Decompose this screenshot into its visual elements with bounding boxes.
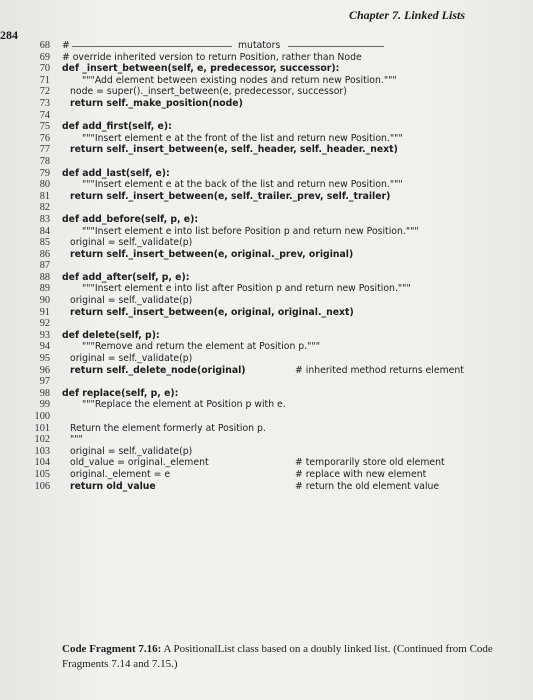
code-body: add_before(self, p, e): bbox=[79, 213, 199, 225]
code-body: add_after(self, p, e): bbox=[79, 271, 190, 283]
code-line bbox=[30, 191, 510, 203]
code-body: replace(self, p, e): bbox=[79, 387, 179, 399]
line-number: 90 bbox=[39, 295, 50, 307]
code-text bbox=[70, 237, 192, 249]
code-body: # override inherited version to return Position, rather than Node bbox=[62, 51, 362, 63]
code-text bbox=[62, 388, 178, 400]
code-line bbox=[30, 365, 510, 377]
code-text bbox=[70, 353, 192, 365]
page-number: 284 bbox=[0, 28, 18, 42]
line-number: 101 bbox=[34, 422, 50, 434]
line-number: 96 bbox=[39, 364, 50, 376]
code-line bbox=[30, 434, 510, 446]
code-text bbox=[70, 481, 156, 493]
caption-label: Code Fragment 7.16: bbox=[62, 643, 162, 655]
code-line bbox=[30, 283, 510, 295]
line-number: 102 bbox=[34, 434, 50, 446]
line-number: 88 bbox=[39, 271, 50, 283]
line-number: 74 bbox=[39, 109, 50, 121]
code-body: node = super()._insert_between(e, predecessor, successor) bbox=[70, 86, 347, 98]
line-number: 77 bbox=[39, 144, 50, 156]
code-line bbox=[30, 330, 510, 342]
code-text bbox=[70, 98, 243, 110]
line-number: 86 bbox=[39, 248, 50, 260]
code-body: """Insert element e into list before Position p and return new Position.""" bbox=[82, 225, 419, 237]
keyword: return bbox=[70, 364, 104, 376]
keyword: def bbox=[62, 63, 80, 75]
line-number: 95 bbox=[39, 353, 50, 365]
code-line bbox=[30, 168, 510, 180]
line-number: 71 bbox=[39, 74, 50, 86]
line-number: 83 bbox=[39, 213, 50, 225]
line-number: 92 bbox=[39, 318, 50, 330]
line-number: 69 bbox=[39, 51, 50, 63]
code-text bbox=[62, 168, 170, 180]
line-number: 76 bbox=[39, 132, 50, 144]
code-line bbox=[30, 411, 510, 423]
code-text bbox=[70, 434, 83, 446]
code-text bbox=[62, 52, 362, 64]
code-text bbox=[62, 272, 189, 284]
keyword: return bbox=[70, 97, 104, 109]
line-number: 98 bbox=[39, 387, 50, 399]
section-label: mutators bbox=[238, 40, 281, 51]
code-line bbox=[30, 307, 510, 319]
code-text bbox=[82, 399, 286, 411]
code-text bbox=[82, 179, 403, 191]
code-body: add_first(self, e): bbox=[79, 121, 172, 133]
code-body: self._insert_between(e, original._prev, original) bbox=[103, 248, 354, 260]
code-line bbox=[30, 40, 510, 52]
code-line bbox=[30, 457, 510, 469]
line-number: 85 bbox=[39, 237, 50, 249]
code-text bbox=[82, 226, 419, 238]
line-number: 78 bbox=[39, 155, 50, 167]
code-line bbox=[30, 318, 510, 330]
code-body: _insert_between(self, e, predecessor, successor): bbox=[79, 63, 340, 75]
code-body: old_value = original._element bbox=[70, 457, 209, 469]
keyword: def bbox=[62, 121, 80, 133]
code-body: original = self._validate(p) bbox=[70, 353, 193, 365]
code-line bbox=[30, 423, 510, 435]
code-text bbox=[82, 283, 411, 295]
line-number: 106 bbox=[34, 480, 50, 492]
code-body: original = self._validate(p) bbox=[70, 295, 193, 307]
code-body: """Replace the element at Position p with e. bbox=[82, 399, 286, 411]
code-text bbox=[70, 365, 246, 377]
code-line bbox=[30, 295, 510, 307]
code-line bbox=[30, 237, 510, 249]
code-line bbox=[30, 86, 510, 98]
code-line bbox=[30, 260, 510, 272]
code-line bbox=[30, 121, 510, 133]
code-body: self._delete_node(original) bbox=[103, 364, 246, 376]
code-body: original._element = e bbox=[70, 468, 171, 480]
code-body: """Insert element e into list after Position p and return new Position.""" bbox=[82, 283, 411, 295]
line-number: 80 bbox=[39, 179, 50, 191]
code-body: """Add element between existing nodes and return new Position.""" bbox=[82, 74, 397, 86]
keyword: def bbox=[62, 329, 80, 341]
line-number: 103 bbox=[34, 445, 50, 457]
keyword: def bbox=[62, 213, 80, 225]
line-number: 75 bbox=[39, 121, 50, 133]
code-body: original = self._validate(p) bbox=[70, 237, 193, 249]
code-body: old_value bbox=[103, 480, 156, 492]
code-line bbox=[30, 376, 510, 388]
line-number: 99 bbox=[39, 399, 50, 411]
caption-text: A PositionalList class based on a doubly linked list. (Continued from Code Fragments 7.14 and 7.15.) bbox=[62, 643, 493, 670]
line-number: 73 bbox=[39, 97, 50, 109]
code-line bbox=[30, 399, 510, 411]
keyword: return bbox=[70, 248, 104, 260]
line-number: 79 bbox=[39, 167, 50, 179]
code-text bbox=[82, 133, 403, 145]
keyword: return bbox=[70, 144, 104, 156]
code-body: add_last(self, e): bbox=[79, 167, 170, 179]
code-line bbox=[30, 353, 510, 365]
code-line bbox=[30, 249, 510, 261]
line-number: 104 bbox=[34, 457, 50, 469]
code-text bbox=[62, 214, 198, 226]
code-line bbox=[30, 446, 510, 458]
code-line bbox=[30, 272, 510, 284]
code-line bbox=[30, 341, 510, 353]
section-rule bbox=[72, 46, 232, 47]
code-text bbox=[70, 144, 398, 156]
line-number: 87 bbox=[39, 260, 50, 272]
code-line bbox=[30, 133, 510, 145]
code-body: self._insert_between(e, original, original._next) bbox=[103, 306, 354, 318]
line-number: 105 bbox=[34, 468, 50, 480]
line-number: 94 bbox=[39, 341, 50, 353]
code-body: self._insert_between(e, self._header, self._header._next) bbox=[103, 144, 398, 156]
line-number: 100 bbox=[34, 411, 50, 422]
keyword: def bbox=[62, 167, 80, 179]
keyword: def bbox=[62, 271, 80, 283]
section-rule bbox=[288, 46, 384, 47]
inline-comment: # replace with new element bbox=[295, 468, 427, 480]
code-line bbox=[30, 469, 510, 481]
code-body: self._insert_between(e, self._trailer._prev, self._trailer) bbox=[103, 190, 391, 202]
code-text bbox=[70, 446, 192, 458]
code-line bbox=[30, 179, 510, 191]
line-number: 68 bbox=[39, 40, 50, 51]
running-head: Chapter 7. Linked Lists bbox=[348, 8, 465, 22]
line-number: 82 bbox=[39, 202, 50, 214]
code-body: Return the element formerly at Position p. bbox=[70, 422, 266, 434]
code-text bbox=[62, 63, 339, 75]
code-body: """Insert element e at the front of the list and return new Position.""" bbox=[82, 132, 403, 144]
inline-comment: # return the old element value bbox=[295, 480, 440, 492]
keyword: return bbox=[70, 190, 104, 202]
inline-comment: # inherited method returns element bbox=[295, 364, 464, 376]
code-line bbox=[30, 144, 510, 156]
code-text bbox=[70, 86, 347, 98]
line-number: 84 bbox=[39, 225, 50, 237]
code-text bbox=[70, 307, 354, 319]
code-line bbox=[30, 156, 510, 168]
code-text bbox=[82, 341, 320, 353]
code-line bbox=[30, 226, 510, 238]
line-number: 72 bbox=[39, 86, 50, 98]
code-body: self._make_position(node) bbox=[103, 97, 243, 109]
comment-hash: # bbox=[62, 40, 70, 51]
keyword: return bbox=[70, 306, 104, 318]
code-body: delete(self, p): bbox=[79, 329, 160, 341]
line-number: 70 bbox=[39, 63, 50, 75]
code-line bbox=[30, 202, 510, 214]
code-text bbox=[62, 330, 160, 342]
line-number: 97 bbox=[39, 376, 50, 388]
code-line bbox=[30, 63, 510, 75]
code-body: """Insert element e at the back of the list and return new Position.""" bbox=[82, 179, 403, 191]
inline-comment: # temporarily store old element bbox=[295, 457, 445, 469]
line-number: 89 bbox=[39, 283, 50, 295]
code-line bbox=[30, 98, 510, 110]
code-listing bbox=[30, 40, 510, 492]
code-fragment-caption bbox=[62, 642, 502, 672]
code-line bbox=[30, 110, 510, 122]
code-text bbox=[70, 249, 353, 261]
keyword: def bbox=[62, 387, 80, 399]
code-body: """Remove and return the element at Position p.""" bbox=[82, 341, 320, 353]
code-body: """ bbox=[70, 434, 83, 446]
code-line bbox=[30, 214, 510, 226]
line-number: 81 bbox=[39, 190, 50, 202]
code-line bbox=[30, 481, 510, 493]
keyword: return bbox=[70, 480, 104, 492]
code-line bbox=[30, 388, 510, 400]
code-text bbox=[82, 75, 397, 87]
line-number: 93 bbox=[39, 329, 50, 341]
code-text bbox=[70, 191, 390, 203]
code-line bbox=[30, 75, 510, 87]
code-body: original = self._validate(p) bbox=[70, 445, 193, 457]
code-text bbox=[70, 295, 192, 307]
code-line bbox=[30, 52, 510, 64]
line-number: 91 bbox=[39, 306, 50, 318]
code-text bbox=[70, 469, 170, 481]
code-text bbox=[70, 423, 266, 435]
code-text bbox=[62, 121, 172, 133]
code-text bbox=[70, 457, 209, 469]
